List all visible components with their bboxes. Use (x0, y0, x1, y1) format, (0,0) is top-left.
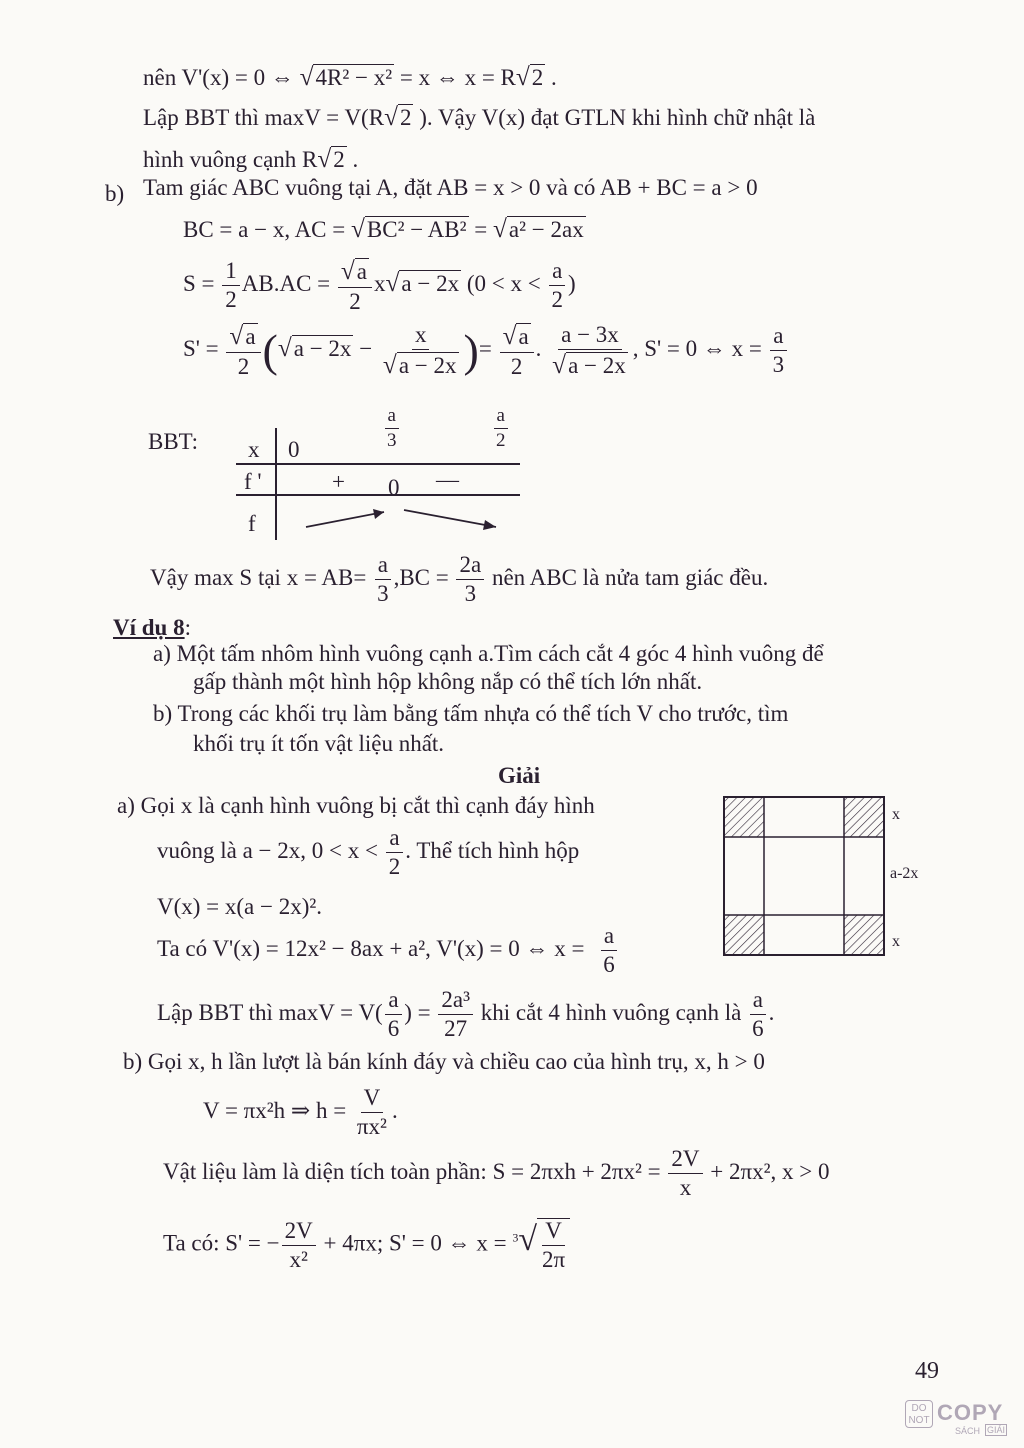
cut-corner (844, 915, 884, 955)
table-x0: 0 (288, 437, 300, 462)
solution-a-line-1: a) Gọi x là cạnh hình vuông bị cắt thì cạnh đáy hình (117, 793, 595, 818)
example-b-line-1: b) Trong các khối trụ làm bằng tấm nhựa có thể tích V cho trước, tìm (153, 701, 789, 726)
increasing-arrow (306, 512, 384, 527)
solution-a-line-4: Ta có V'(x) = 12x² − 8ax + a², V'(x) = 0 ⇔ x = $\frac{a}{6}$ (157, 924, 620, 977)
line-3: hình vuông cạnh R√2 . (143, 145, 359, 173)
example-a-line-1: a) Một tấm nhôm hình vuông cạnh a.Tìm cách cắt 4 góc 4 hình vuông để (153, 641, 824, 666)
box-net-diagram (722, 795, 892, 960)
table-x2: $\frac{a}{2}$ (493, 406, 509, 451)
decreasing-arrow (404, 510, 496, 527)
part-b-line-1: Tam giác ABC vuông tại A, đặt AB = x > 0 và có AB + BC = a > 0 (143, 175, 758, 200)
conclusion-line: Vậy max S tại x = AB= $\frac{a}{3}$ ,BC = $\frac{2a}{3}$ nên ABC là nửa tam giác đều. (150, 552, 769, 607)
cut-corner (844, 797, 884, 837)
table-x1: $\frac{a}{3}$ (384, 406, 400, 451)
solution-a-line-5: Lập BBT thì maxV = V( $\frac{a}{6}$ ) = $\frac{\text{2a³}}{27}$ khi cắt 4 hình vuông cạnh là $\frac{a}{6}$ . (157, 987, 775, 1042)
example-a-line-2: gấp thành một hình hộp không nắp có thể tích lớn nhất. (193, 669, 703, 694)
derivative-formula: S' = $\frac{√a}{2}$ (√a − 2x − $\frac{x}{√a - 2x}$ )= $\frac{√a}{2}$ . $\frac{a - 3x}{√a - 2x}$ , S' = 0 ⇔ x = $\frac{a}{3}$ (183, 323, 789, 379)
solution-a-line-3: V(x) = x(a − 2x)². (157, 894, 323, 919)
box-net-figure (722, 795, 932, 960)
solution-b-line-2: V = πx²h ⇒ h = $\frac{V}{\text{πx²}}$ . (203, 1085, 398, 1140)
table-minus: — (436, 467, 459, 492)
page-number: 49 (915, 1358, 939, 1384)
solution-b-line-3: Vật liệu làm là diện tích toàn phần: S = 2πxh + 2πx² = $\frac{2V}{x}$ + 2πx², x > 0 (163, 1146, 830, 1201)
bc-ac-line: BC = a − x, AC = √BC² − AB² = √a² − 2ax (183, 215, 584, 243)
figure-label-middle: a-2x (890, 865, 919, 882)
example-b-line-2: khối trụ ít tốn vật liệu nhất. (193, 731, 445, 756)
solution-a-line-2: vuông là a − 2x, 0 < x < $\frac{a}{2}$ . Thể tích hình hộp (157, 825, 580, 880)
table-fprime-label: f ' (244, 469, 262, 494)
example-heading: Ví dụ 8: (113, 615, 191, 640)
table-plus: + (332, 469, 345, 494)
figure-label-top: x (892, 806, 900, 823)
line-1: nên V'(x) = 0 ⇔ √4R² − x² = x ⇔ x = R√2 . (143, 63, 557, 91)
cut-corner (724, 797, 764, 837)
figure-label-bottom: x (892, 933, 900, 950)
solution-heading: Giải (498, 763, 541, 788)
table-lines (236, 400, 526, 540)
line-2: Lập BBT thì maxV = V(R√2 ). Vậy V(x) đạt GTLN khi hình chữ nhật là (143, 103, 816, 131)
bbt-label: BBT: (148, 429, 198, 454)
table-x-label: x (248, 437, 260, 462)
table-f-label: f (248, 511, 256, 536)
area-formula: S = $\frac{1}{2}$ AB.AC = $\frac{√a}{2}$ x√a − 2x (0 < x < $\frac{a}{2}$ ) (183, 257, 576, 314)
table-zero: 0 (388, 475, 400, 500)
part-b-label: b) (105, 181, 125, 206)
solution-b-line-1: b) Gọi x, h lần lượt là bán kính đáy và chiều cao của hình trụ, x, h > 0 (123, 1049, 765, 1074)
variation-table (236, 400, 526, 540)
cut-corner (724, 915, 764, 955)
solution-b-line-4: Ta có: S' = − $\frac{2V}{\text{x²}}$ + 4πx; S' = 0 ⇔ x = $^3$√ $\frac{V}{2\pi}$ (163, 1218, 570, 1272)
